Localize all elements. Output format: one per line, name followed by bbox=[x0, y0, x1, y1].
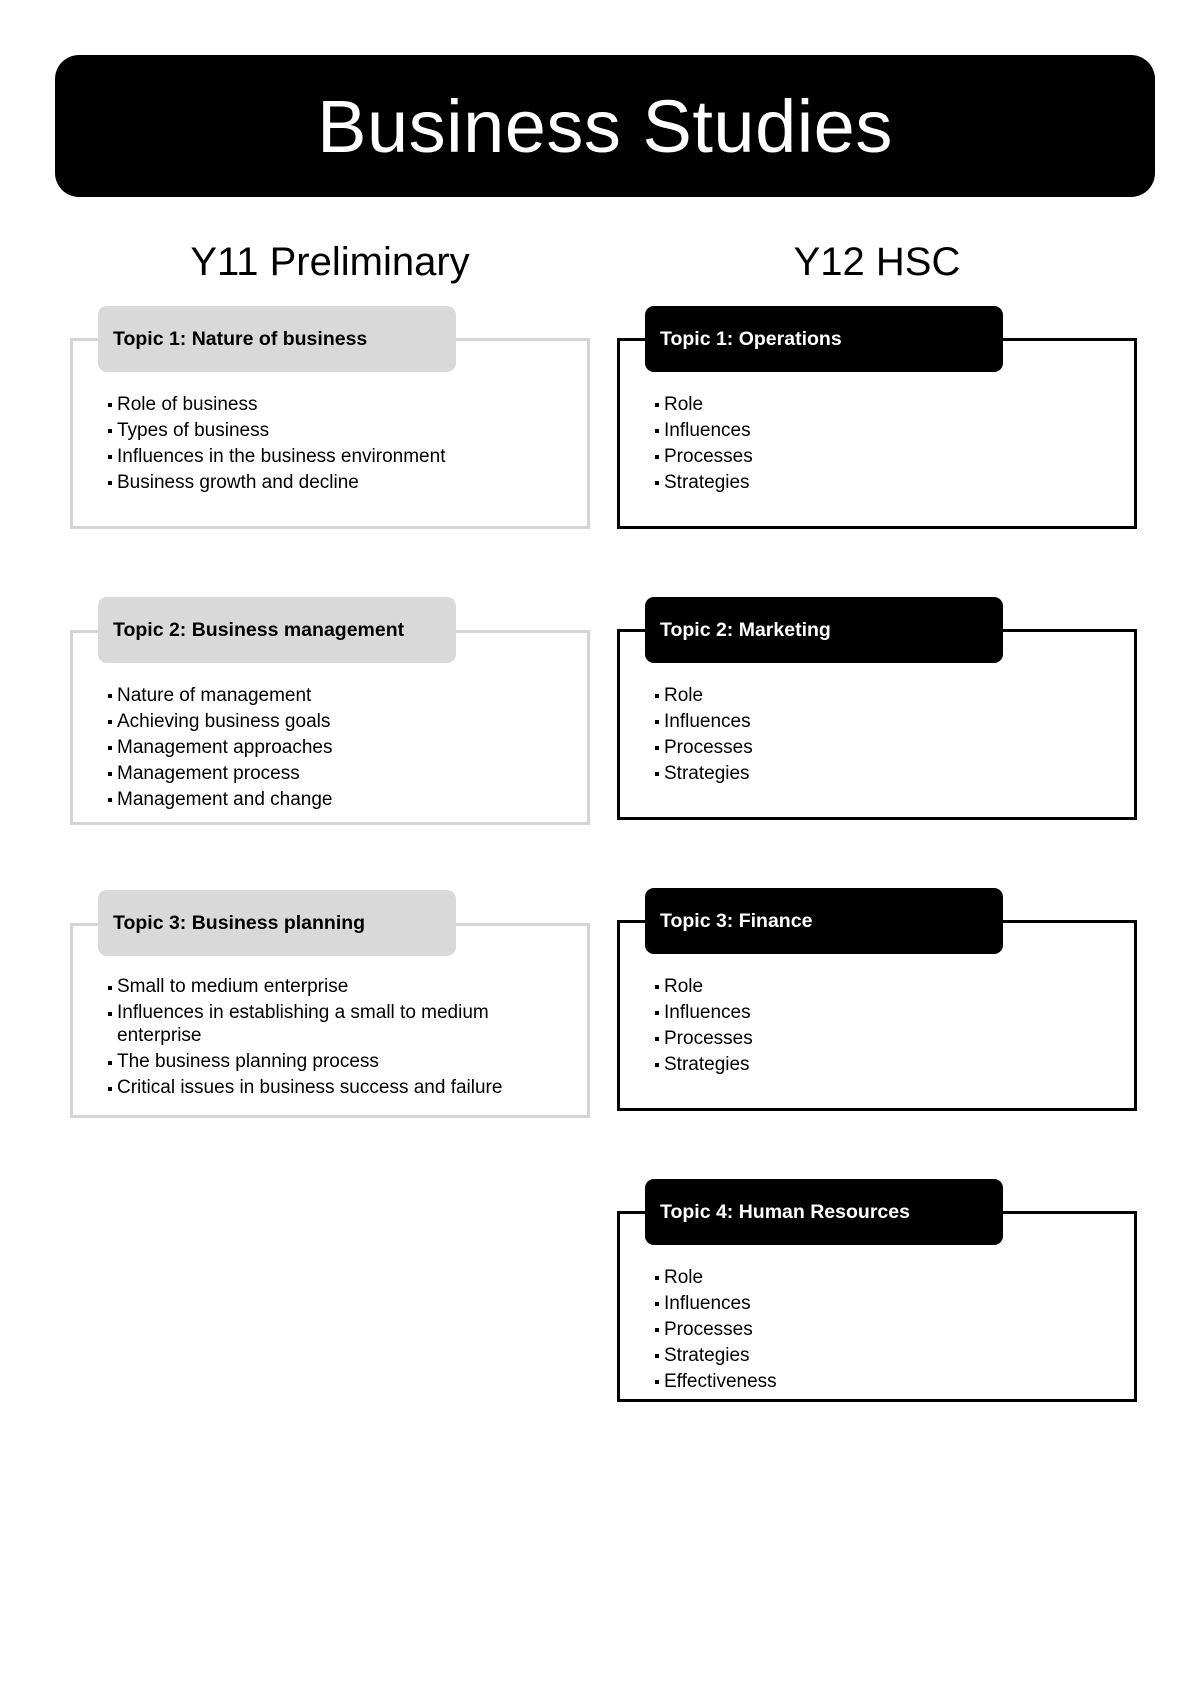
list-item: Role of business bbox=[108, 392, 578, 418]
y11-topic-3-card bbox=[70, 890, 590, 1118]
y12-topic-4-card bbox=[617, 1179, 1137, 1402]
list-item: Influences bbox=[655, 1291, 1125, 1317]
topic-list bbox=[108, 683, 578, 813]
y11-topic-1-card bbox=[70, 306, 590, 529]
list-item: Strategies bbox=[655, 470, 1125, 496]
topic-title: Topic 2: Business management bbox=[98, 597, 456, 663]
topic-title: Topic 3: Business planning bbox=[98, 890, 456, 956]
topic-list bbox=[655, 392, 1125, 496]
list-item: Role bbox=[655, 1265, 1125, 1291]
y11-heading: Y11 Preliminary bbox=[190, 240, 470, 284]
list-item: Influences bbox=[655, 418, 1125, 444]
list-item: Processes bbox=[655, 735, 1125, 761]
y11-topic-2-card bbox=[70, 597, 590, 825]
list-item: The business planning process bbox=[108, 1050, 578, 1073]
list-item: Processes bbox=[655, 1317, 1125, 1343]
list-item: Nature of management bbox=[108, 683, 578, 709]
y12-topic-1-card bbox=[617, 306, 1137, 529]
list-item: Strategies bbox=[655, 761, 1125, 787]
y12-heading: Y12 HSC bbox=[793, 240, 961, 284]
topic-list bbox=[655, 1265, 1125, 1395]
list-item: Influences in the business environment bbox=[108, 444, 578, 470]
list-item: Role bbox=[655, 683, 1125, 709]
list-item: Business growth and decline bbox=[108, 470, 578, 496]
y12-topic-2-card bbox=[617, 597, 1137, 820]
topic-list bbox=[655, 974, 1125, 1078]
list-item: Influences bbox=[655, 1000, 1125, 1026]
list-item: Achieving business goals bbox=[108, 709, 578, 735]
list-item: Role bbox=[655, 974, 1125, 1000]
list-item: Processes bbox=[655, 1026, 1125, 1052]
list-item: Management approaches bbox=[108, 735, 578, 761]
list-item: Processes bbox=[655, 444, 1125, 470]
topic-title: Topic 2: Marketing bbox=[645, 597, 1003, 663]
page-title: Business Studies bbox=[55, 55, 1155, 197]
topic-list bbox=[655, 683, 1125, 787]
list-item: Influences bbox=[655, 709, 1125, 735]
list-item: Management process bbox=[108, 761, 578, 787]
list-item: Critical issues in business success and failure bbox=[108, 1076, 578, 1099]
list-item: Management and change bbox=[108, 787, 578, 813]
list-item: Effectiveness bbox=[655, 1369, 1125, 1395]
list-item: Types of business bbox=[108, 418, 578, 444]
list-item: Small to medium enterprise bbox=[108, 975, 578, 998]
topic-title: Topic 1: Operations bbox=[645, 306, 1003, 372]
list-item: Influences in establishing a small to medium enterprise bbox=[108, 1001, 578, 1047]
topic-list bbox=[108, 975, 578, 1099]
topic-title: Topic 4: Human Resources bbox=[645, 1179, 1003, 1245]
list-item: Strategies bbox=[655, 1052, 1125, 1078]
topic-list bbox=[108, 392, 578, 496]
topic-title: Topic 1: Nature of business bbox=[98, 306, 456, 372]
topic-title: Topic 3: Finance bbox=[645, 888, 1003, 954]
list-item: Role bbox=[655, 392, 1125, 418]
list-item: Strategies bbox=[655, 1343, 1125, 1369]
y12-topic-3-card bbox=[617, 888, 1137, 1111]
